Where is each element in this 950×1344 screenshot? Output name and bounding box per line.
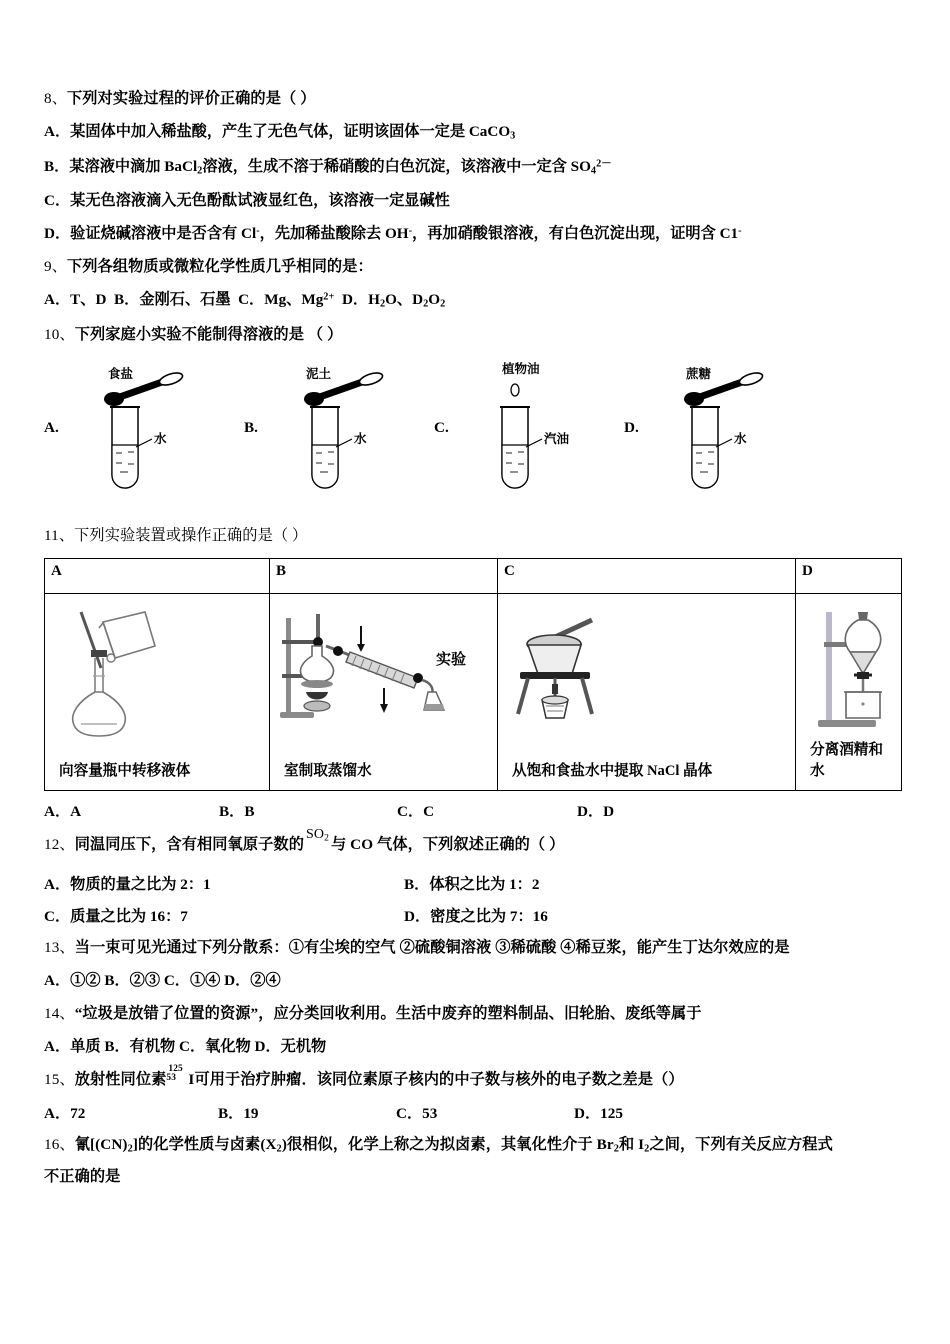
- option-label: B．: [218, 1105, 244, 1123]
- table-figure-row: [45, 593, 902, 790]
- test-tube-diagram-d: [650, 357, 815, 497]
- figure-label-a: A.: [44, 418, 59, 436]
- question-12-option-a: [44, 873, 404, 894]
- mass-number: 125: [168, 1064, 183, 1075]
- table-header-a: A: [45, 558, 270, 593]
- question-8-option-c: [44, 190, 910, 212]
- q16-t2: ]的化学性质与卤素(X: [132, 1136, 277, 1154]
- isotope-notation: [166, 1064, 188, 1084]
- option-label: D．: [44, 225, 71, 243]
- liquid-label-c: 汽油: [544, 431, 570, 446]
- option-text-1: 验证烧碱溶液中是否含有 Cl: [70, 225, 257, 243]
- option-label: C．: [396, 1105, 423, 1123]
- option-label: B．: [44, 157, 70, 175]
- option-label-d: D．: [341, 291, 369, 309]
- figure-label-d: D.: [624, 418, 639, 436]
- question-11-stem: [44, 525, 910, 547]
- answer-choice-a: A．A: [44, 802, 82, 820]
- option-text-2: 溶液，生成不溶于稀硝酸的白色沉淀，该溶液中一定含 SO: [202, 157, 591, 175]
- figure-option-b: [244, 357, 444, 497]
- solid-label-b: 泥土: [306, 366, 332, 381]
- question-14-number: 14、: [44, 1005, 75, 1023]
- question-8-text: 下列对实验过程的评价正确的是（ ）: [66, 90, 316, 107]
- table-header-b: B: [270, 558, 498, 593]
- option-text: 某无色溶液滴入无色酚酞试液显红色，该溶液一定显碱性: [70, 192, 450, 210]
- question-11-answers: [44, 800, 910, 821]
- exam-content: [44, 88, 910, 1199]
- answer-choice-c: C．C: [397, 802, 435, 820]
- solid-label-c: 植物油: [502, 361, 540, 376]
- question-13-number: 13、: [44, 939, 75, 957]
- question-10-stem: [44, 324, 910, 346]
- question-12-text-after: 与 CO 气体，下列叙述正确的（ ）: [330, 835, 565, 853]
- figure-option-a: [44, 357, 244, 497]
- option-sub-d3: 2: [440, 298, 446, 310]
- q16-s1: 2: [127, 1143, 133, 1155]
- figure-label-c: C.: [434, 418, 449, 436]
- option-text: 密度之比为 7：16: [430, 908, 548, 926]
- solid-label-d: 蔗糖: [686, 366, 712, 381]
- question-15-option-c: [396, 1102, 574, 1123]
- question-8-option-d: [44, 223, 910, 245]
- question-10-text: 下列家庭小实验不能制得溶液的是 （ ）: [74, 325, 343, 343]
- question-15-text-after: 可用于治疗肿瘤．该同位素原子核内的中子数与核外的电子数之差是（）: [194, 1071, 684, 1089]
- q16-s3: 2: [613, 1143, 619, 1155]
- question-12-option-c: [44, 905, 404, 926]
- q16-t4: 和 I: [618, 1136, 645, 1154]
- table-caption-c: 从饱和食盐水中提取 NaCl 晶体: [512, 762, 713, 779]
- separating-funnel-icon: [814, 606, 924, 738]
- option-label: C．: [44, 908, 71, 926]
- option-text: 物质的量之比为 2：1: [70, 876, 211, 894]
- question-9-number: 9、: [44, 258, 67, 276]
- answer-choice-d: D．D: [577, 802, 615, 820]
- option-value: 53: [422, 1105, 438, 1123]
- question-15-option-b: [218, 1102, 396, 1123]
- q16-t1: 氰[(CN): [74, 1136, 128, 1154]
- question-12-number: 12、: [44, 835, 75, 853]
- question-11-number: 11、: [44, 526, 75, 544]
- question-10-number: 10、: [44, 325, 75, 343]
- option-label: A．: [44, 123, 71, 141]
- question-10-figures: [44, 357, 910, 497]
- option-sub-d2: 2: [423, 298, 429, 310]
- question-9-options: [44, 289, 910, 313]
- option-text-2: ，先加稀盐酸除去 OH: [259, 225, 409, 243]
- evaporating-dish-icon: [514, 614, 634, 734]
- option-superscript-2: -: [408, 225, 413, 237]
- isotope-symbol: I: [188, 1071, 195, 1089]
- question-14-stem: [44, 1003, 910, 1025]
- option-superscript-c: 2+: [323, 291, 335, 303]
- q16-s2: 2: [276, 1143, 282, 1155]
- question-13-stem: [44, 937, 910, 959]
- question-12-options-row-2: [44, 905, 910, 926]
- question-8-option-a: [44, 121, 910, 145]
- option-sub-d1: 2: [379, 298, 386, 310]
- figure-label-b: B.: [244, 418, 258, 436]
- option-superscript-1: -: [256, 225, 260, 237]
- distillation-apparatus-icon: [278, 612, 468, 732]
- table-header-row: [45, 558, 902, 593]
- question-15-option-d: [574, 1102, 623, 1123]
- question-14-options: A．单质 B．有机物 C．氧化物 D．无机物: [44, 1038, 327, 1056]
- q16-t3: )很相似，化学上称之为拟卤素，其氧化性介于 Br: [281, 1136, 614, 1154]
- question-16-number: 16、: [44, 1136, 75, 1154]
- option-subscript-1: 2: [197, 165, 203, 177]
- table-cell-c: [498, 593, 796, 790]
- option-superscript-2: 2－: [596, 157, 612, 169]
- option-label-a: A．: [44, 291, 71, 309]
- volumetric-flask-transfer-icon: [59, 606, 189, 738]
- option-label: D．: [404, 908, 431, 926]
- option-text-a: T、D: [70, 291, 107, 309]
- table-caption-a: 向容量瓶中转移液体: [59, 762, 191, 779]
- table-header-c: C: [498, 558, 796, 593]
- option-text: 某固体中加入稀盐酸，产生了无色气体，证明该固体一定是 CaCO: [70, 123, 511, 141]
- question-16-stem-line1: [44, 1134, 910, 1158]
- solid-label-a: 食盐: [108, 366, 134, 381]
- question-12-floating-formula: $SO_2$: [306, 826, 329, 844]
- q16-s4: 2: [644, 1143, 650, 1155]
- question-12-stem: [44, 826, 910, 857]
- option-text-b: 金刚石、石墨: [139, 291, 231, 309]
- question-12-text-before: 同温同压下，含有相同氧原子数的: [74, 835, 304, 853]
- option-label-b: B．: [114, 291, 140, 309]
- question-15-text-before: 放射性同位素: [74, 1071, 167, 1089]
- option-label: B．: [404, 876, 430, 894]
- table-caption-b: 室制取蒸馏水: [284, 762, 372, 779]
- option-label: D．: [574, 1105, 601, 1123]
- option-text-d3: O: [428, 291, 441, 309]
- question-15-stem: [44, 1064, 910, 1091]
- question-8-number: 8、: [44, 90, 67, 107]
- option-text: 质量之比为 16：7: [70, 908, 188, 926]
- option-value: 19: [243, 1105, 259, 1123]
- option-superscript-3: -: [738, 225, 742, 237]
- table-caption-d: 分离酒精和水: [810, 741, 883, 779]
- figure-extra-label-b: 实验: [436, 651, 467, 668]
- question-13-options: A．①② B．②③ C．①④ D．②④: [44, 972, 281, 990]
- question-11-text: 下列实验装置或操作正确的是（ ）: [74, 526, 308, 544]
- liquid-label-b: 水: [354, 431, 367, 446]
- table-header-d: D: [796, 558, 902, 593]
- question-15-number: 15、: [44, 1071, 75, 1089]
- option-text-c: Mg、Mg: [264, 291, 324, 309]
- liquid-label-a: 水: [154, 431, 167, 446]
- answer-choice-b: B．B: [219, 802, 255, 820]
- question-14-text: “垃圾是放错了位置的资源”，应分类回收利用。生活中废弃的塑料制品、旧轮胎、废纸等属于: [74, 1005, 702, 1023]
- test-tube-diagram-c: [460, 357, 625, 497]
- table-cell-a: [45, 593, 270, 790]
- question-12-option-b: [404, 873, 539, 894]
- question-15-option-a: [44, 1102, 218, 1123]
- option-label: A．: [44, 1105, 71, 1123]
- liquid-label-d: 水: [734, 431, 747, 446]
- option-label-c: C．: [238, 291, 265, 309]
- question-12-option-d: [404, 905, 548, 926]
- question-13-text: 当一束可见光通过下列分散系：①有尘埃的空气 ②硫酸铜溶液 ③稀硫酸 ④稀豆浆，能产生丁达尔效应的是: [74, 939, 790, 957]
- test-tube-diagram-b: [270, 357, 435, 497]
- option-subscript-2: 4: [590, 165, 597, 177]
- question-15-options: [44, 1102, 910, 1123]
- question-12-options-row-1: [44, 873, 910, 894]
- question-8-stem: [44, 88, 910, 110]
- question-8-option-b: [44, 156, 910, 180]
- figure-option-d: [624, 357, 824, 497]
- option-text-3: ，再加硝酸银溶液，有白色沉淀出现，证明含 C1: [412, 225, 739, 243]
- atomic-number: 53: [166, 1072, 177, 1083]
- test-tube-diagram-a: [70, 357, 235, 497]
- question-9-text: 下列各组物质或微粒化学性质几乎相同的是：: [66, 258, 373, 276]
- table-cell-d: [796, 593, 902, 790]
- option-label: A．: [44, 876, 71, 894]
- option-text-1: 某溶液中滴加 BaCl: [69, 157, 198, 175]
- option-value: 72: [70, 1105, 86, 1123]
- option-text-d1: H: [368, 291, 380, 309]
- option-value: 125: [600, 1105, 623, 1123]
- question-16-stem-line2: 不正确的是: [44, 1167, 121, 1185]
- option-label: C．: [44, 192, 71, 210]
- option-text-d2: O、D: [385, 291, 424, 309]
- question-9-stem: [44, 256, 910, 278]
- question-11-table: [44, 558, 902, 791]
- q16-t5: 之间，下列有关反应方程式: [649, 1136, 833, 1154]
- option-subscript: 3: [510, 130, 516, 142]
- table-cell-b: [270, 593, 498, 790]
- option-text: 体积之比为 1：2: [429, 876, 540, 894]
- figure-option-c: [434, 357, 634, 497]
